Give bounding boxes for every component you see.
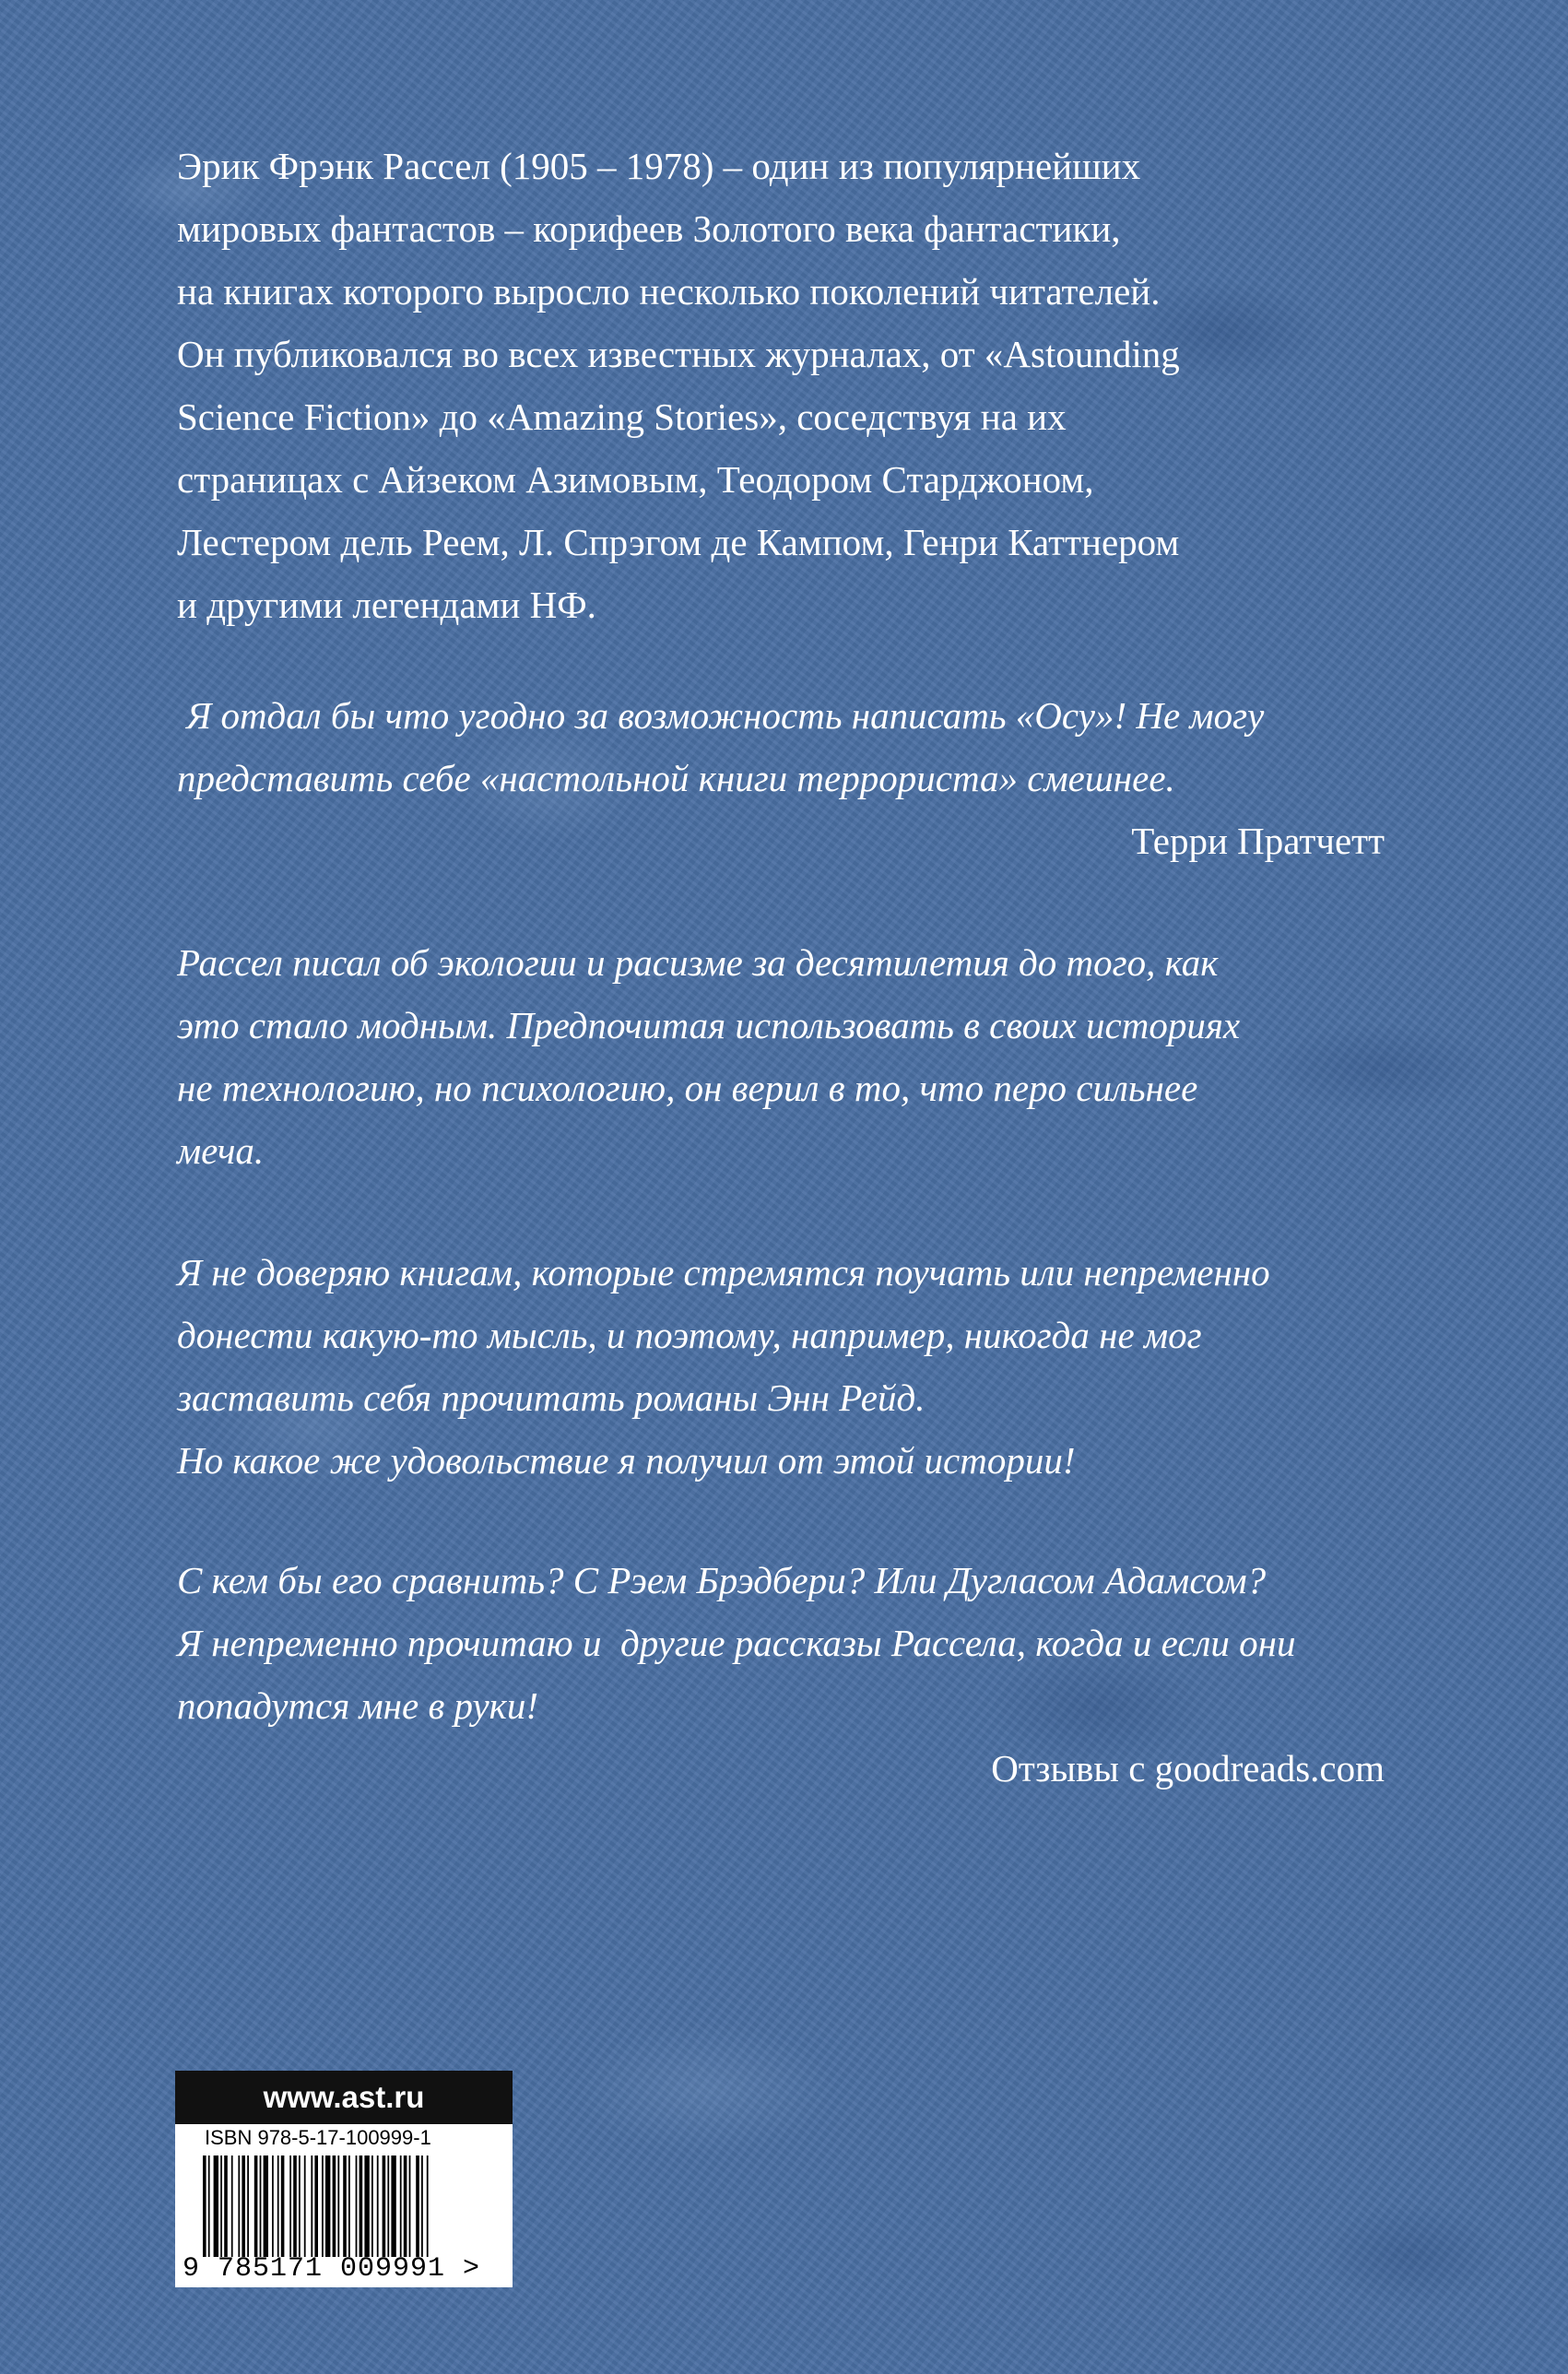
barcode-bar <box>238 2155 240 2257</box>
barcode-bar <box>337 2155 339 2257</box>
review-line: заставить себя прочитать романы Энн Рейд. <box>177 1376 925 1419</box>
barcode-bar <box>272 2155 274 2257</box>
barcode-bar <box>371 2155 373 2257</box>
barcode-bar <box>289 2155 291 2257</box>
barcode-digits: 9 785171 009991 > <box>183 2253 481 2285</box>
review-line: это стало модным. Предпочитая использовать в своих историях <box>177 1004 1241 1046</box>
bio-line: Он публиковался во всех известных журналах, от «Astounding <box>177 333 1180 375</box>
barcode-bar <box>404 2155 407 2257</box>
barcode-bars <box>203 2155 503 2257</box>
bio-line: страницах с Айзеком Азимовым, Теодором Старджоном, <box>177 458 1094 501</box>
barcode-bar <box>231 2155 233 2257</box>
barcode-bar <box>421 2155 423 2257</box>
barcode-bar <box>391 2155 395 2257</box>
barcode-bar <box>343 2155 347 2257</box>
review-line: Я непременно прочитаю и другие рассказы Рассела, когда и если они <box>177 1622 1296 1664</box>
barcode-bar <box>247 2155 249 2257</box>
barcode-bar <box>281 2155 285 2257</box>
barcode-bar <box>356 2155 358 2257</box>
barcode-bar <box>214 2155 218 2257</box>
quote-author: Терри Пратчетт <box>1131 820 1385 862</box>
barcode-bar <box>311 2155 312 2257</box>
barcode-bar <box>377 2155 379 2257</box>
barcode-bar <box>383 2155 386 2257</box>
review-source: Отзывы с goodreads.com <box>991 1747 1385 1789</box>
barcode-bar <box>360 2155 363 2257</box>
bio-line: Science Fiction» до «Amazing Stories», соседствуя на их <box>177 396 1067 438</box>
review-line: попадутся мне в руки! <box>177 1684 539 1727</box>
review-line: Рассел писал об экологии и расизме за десятилетия до того, как <box>177 941 1219 984</box>
publisher-website: www.ast.ru <box>175 2071 513 2124</box>
barcode-bar <box>254 2155 258 2257</box>
barcode-bar <box>427 2155 429 2257</box>
barcode-bar <box>322 2155 324 2257</box>
barcode-bar <box>299 2155 301 2257</box>
review-line: донести какую-то мысль, и поэтому, например, никогда не мог <box>177 1314 1202 1356</box>
barcode-bar <box>325 2155 330 2257</box>
barcode-bar <box>314 2155 318 2257</box>
bio-line: мировых фантастов – корифеев Золотого века фантастики, <box>177 207 1121 250</box>
review-line: меча. <box>177 1129 265 1172</box>
barcode-bar <box>304 2155 306 2257</box>
barcode-label <box>175 2071 513 2287</box>
barcode-bar <box>208 2155 210 2257</box>
barcode-bar <box>400 2155 402 2257</box>
quote-line: Я отдал бы что угодно за возможность написать «Осу»! Не могу <box>177 694 1265 737</box>
review-ecology <box>177 931 1394 1182</box>
barcode-bar <box>242 2155 245 2257</box>
review-books <box>177 1241 1394 1492</box>
barcode-bar <box>387 2155 389 2257</box>
review-line: С кем бы его сравнить? С Рэем Брэдбери? Или Дугласом Адамсом? <box>177 1559 1267 1601</box>
barcode-bar <box>260 2155 262 2257</box>
bio-line: Эрик Фрэнк Рассел (1905 – 1978) – один из популярнейших <box>177 145 1141 187</box>
barcode-bar <box>224 2155 228 2257</box>
bio-line: Лестером дель Реем, Л. Спрэгом де Кампом, Генри Каттнером <box>177 521 1180 563</box>
quote-line: представить себе «настольной книги террориста» смешнее. <box>177 757 1175 799</box>
barcode-bar <box>333 2155 336 2257</box>
review-compare <box>177 1549 1394 1800</box>
isbn-number: ISBN 978-5-17-100999-1 <box>205 2126 431 2149</box>
barcode-bar <box>277 2155 279 2257</box>
author-bio <box>177 135 1394 636</box>
barcode-bar <box>416 2155 419 2257</box>
barcode-bar <box>220 2155 222 2257</box>
pratchett-quote <box>177 684 1394 872</box>
barcode-bar <box>409 2155 411 2257</box>
barcode-bar <box>293 2155 297 2257</box>
review-line: Я не доверяю книгам, которые стремятся поучать или непременно <box>177 1251 1270 1293</box>
bio-line: и другими легендами НФ. <box>177 584 596 626</box>
barcode-bar <box>364 2155 369 2257</box>
review-line: Но какое же удовольствие я получил от этой истории! <box>177 1439 1076 1482</box>
bio-line: на книгах которого выросло несколько поколений читателей. <box>177 270 1161 313</box>
barcode-bar <box>348 2155 350 2257</box>
review-line: не технологию, но психологию, он верил в то, что перо сильнее <box>177 1067 1198 1109</box>
barcode-bar <box>203 2155 206 2257</box>
barcode-bar <box>264 2155 268 2257</box>
